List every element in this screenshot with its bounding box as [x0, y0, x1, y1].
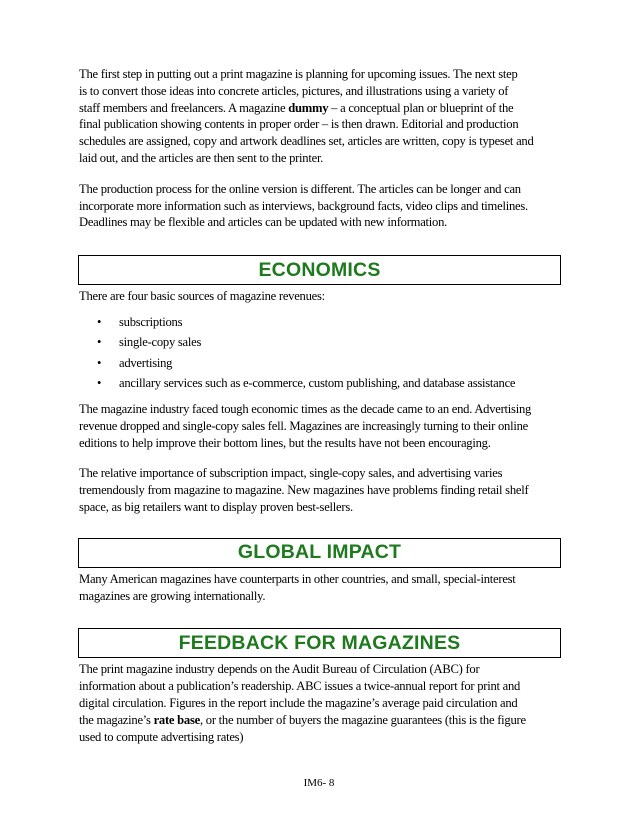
- list-item: • single-copy sales: [97, 335, 202, 350]
- term-dummy: dummy: [288, 100, 329, 115]
- feedback-heading: FEEDBACK FOR MAGAZINES: [178, 631, 461, 654]
- economics-heading: ECONOMICS: [258, 258, 381, 281]
- list-item: • advertising: [97, 355, 173, 370]
- economics-lead: There are four basic sources of magazine revenues:: [79, 289, 325, 304]
- page-number: IM6- 8: [303, 777, 335, 789]
- revenue-sources-list: [79, 314, 561, 396]
- feedback-heading-box: [78, 628, 561, 658]
- intro-paragraph-1: The first step in putting out a print magazine is planning for upcoming issues. The next step is to convert those ideas into concrete articles, pictures, and illustrations using a variety of staff members and freelancers. A magazine dummy – a conceptual plan or blueprint of the final publication showing contents in proper order – is then drawn. Editorial and production schedules are assigned, copy and artwork deadlines set, articles are written, copy is typeset and laid out, and the articles are then sent to the printer.: [79, 67, 534, 165]
- intro-paragraph-2: The production process for the online version is different. The articles can be longer and can incorporate more information such as interviews, background facts, video clips and timelines. Deadlines may be flexible and articles can be updated with new information.: [79, 181, 528, 230]
- global-impact-heading: GLOBAL IMPACT: [237, 541, 402, 564]
- global-impact-heading-box: [78, 538, 561, 568]
- list-item: • ancillary services such as e-commerce, custom publishing, and database assistance: [97, 376, 516, 391]
- document-page: [79, 66, 561, 745]
- global-impact-paragraph: Many American magazines have counterparts in other countries, and small, special-interest magazines are growing internationally.: [79, 571, 516, 603]
- term-rate-base: rate base: [153, 712, 200, 727]
- list-item: • subscriptions: [97, 314, 183, 329]
- economics-paragraph-1: The magazine industry faced tough economic times as the decade came to an end. Advertising revenue dropped and single-copy sales fell. Magazines are increasingly turning to their online editions to help improve their bottom lines, but the results have not been encouraging.: [79, 401, 532, 450]
- economics-paragraph-2: The relative importance of subscription impact, single-copy sales, and advertising varies tremendously from magazine to magazine. New magazines have problems finding retail shelf space, as big retailers want to display proven best-sellers.: [79, 466, 529, 514]
- feedback-paragraph: The print magazine industry depends on the Audit Bureau of Circulation (ABC) for information about a publication’s readership. ABC issues a twice-annual report for print and digital circulation. Figures in the report include the magazine’s average paid circulation and the magazine’s rate base, or the number of buyers the magazine guarantees (this is the figure used to compute advertising rates): [79, 662, 526, 744]
- economics-heading-box: [78, 255, 561, 285]
